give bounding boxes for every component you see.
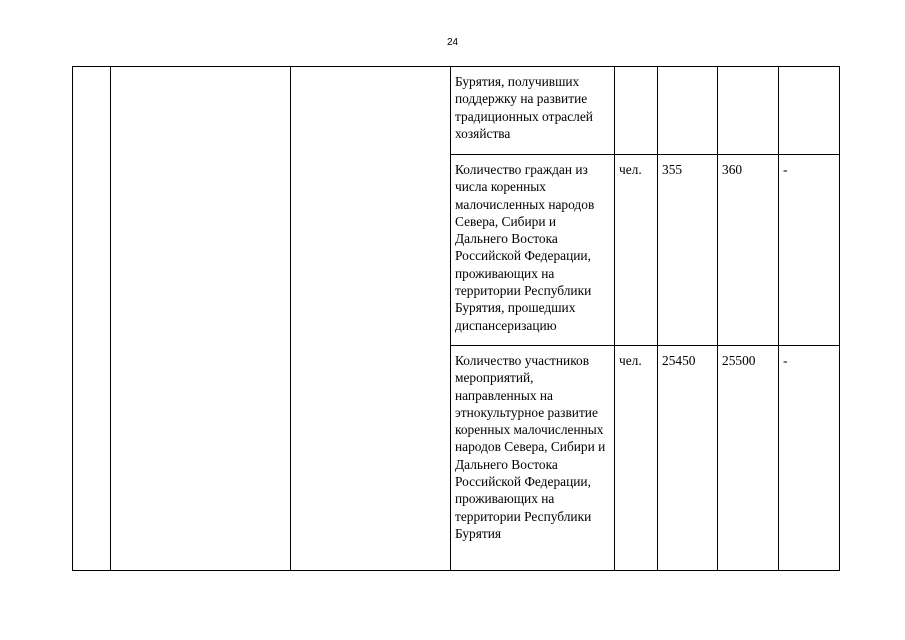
value-cell: 25500 xyxy=(718,346,779,571)
value-cell: 355 xyxy=(658,155,718,346)
page-number: 24 xyxy=(446,37,459,48)
value-cell: - xyxy=(779,155,840,346)
unit-cell: чел. xyxy=(615,346,658,571)
value-cell xyxy=(779,67,840,155)
indicators-table xyxy=(72,66,840,571)
event-cell xyxy=(291,67,451,571)
unit-cell: чел. xyxy=(615,155,658,346)
indicator-description: Количество участников мероприятий, направленных на этнокультурное развитие коренных малочисленных народов Севера, Сибири и Дальнего Востока Российской Федерации, проживающих на территории Республики Бурятия xyxy=(451,346,615,571)
indicator-description: Бурятия, получивших поддержку на развитие традиционных отраслей хозяйства xyxy=(451,67,615,155)
table-row xyxy=(73,67,840,155)
indicator-description: Количество граждан из числа коренных малочисленных народов Севера, Сибири и Дальнего Востока Российской Федерации, проживающих на территории Республики Бурятия, прошедших диспансеризацию xyxy=(451,155,615,346)
value-cell: - xyxy=(779,346,840,571)
index-cell xyxy=(73,67,111,571)
value-cell: 360 xyxy=(718,155,779,346)
value-cell: 25450 xyxy=(658,346,718,571)
unit-cell xyxy=(615,67,658,155)
value-cell xyxy=(658,67,718,155)
value-cell xyxy=(718,67,779,155)
program-cell xyxy=(111,67,291,571)
